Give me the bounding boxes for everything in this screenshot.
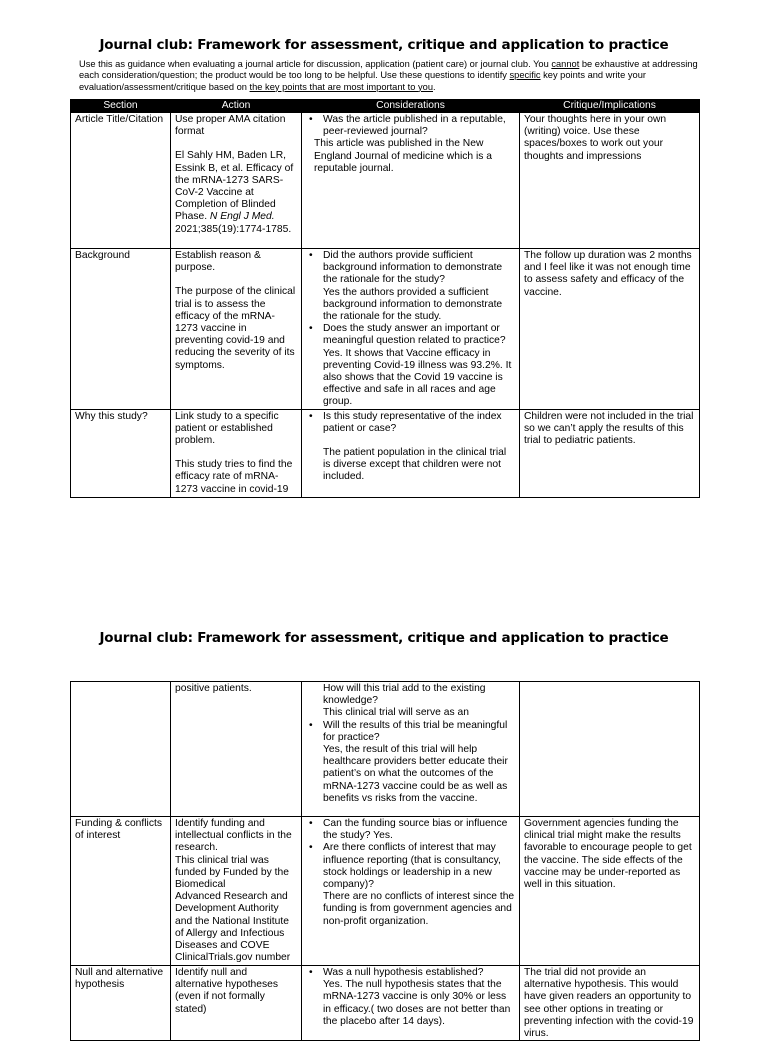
intro-underlined-text: cannot bbox=[551, 59, 580, 69]
consideration-answer: Yes the authors provided a sufficient background information to demonstrate the rationale for the study. bbox=[323, 286, 503, 323]
intro-text: Use this as guidance when evaluating a journal article for discussion, application (patient care) or journal club. You bbox=[79, 59, 552, 69]
consideration-answer: Yes. It shows that Vaccine efficacy in preventing Covid-19 illness was 93.2%. It also shows that the Covid 19 vaccine is effective and safe in all races and age group. bbox=[323, 347, 512, 408]
consideration-question: Are there conflicts of interest that may influence reporting (that is consultancy, stock holdings or leadership in a new company)? bbox=[323, 842, 501, 891]
action-instruction: Use proper AMA citation format bbox=[175, 114, 286, 138]
consideration-question: Will the results of this trial be meaningful for practice? bbox=[323, 719, 508, 743]
intro-paragraph bbox=[79, 59, 699, 93]
critique-cell: The trial did not provide an alternative hypothesis. This would have given readers an opportunity to see other options in treating or preventing infection with the covid-19 virus. bbox=[520, 966, 700, 1041]
action-response: The purpose of the clinical trial is to assess the efficacy of the mRNA-1273 vaccine in preventing covid-19 and reducing the severity of its symptoms. bbox=[175, 286, 296, 371]
intro-underlined-text: specific bbox=[509, 70, 541, 81]
considerations-cell bbox=[302, 409, 520, 497]
intro-text: key points and write your evaluation/assessment/critique based on bbox=[79, 70, 646, 92]
intro-text: be exhaustive at addressing each consideration/question; the product would be too long to be helpful. Use these questions to identify bbox=[79, 59, 698, 81]
considerations-list bbox=[306, 411, 515, 435]
consideration-bullet: • Can the funding source bias or influence the study? Yes. bbox=[323, 818, 515, 842]
citation-volume: 2021;385(19):1774-1785. bbox=[175, 223, 292, 235]
column-header-critique: Critique/Implications bbox=[520, 100, 700, 113]
action-cell bbox=[171, 113, 302, 249]
section-cell: Funding & conflicts of interest bbox=[71, 817, 171, 966]
page-title: Journal club: Framework for assessment, critique and application to practice bbox=[99, 630, 669, 646]
consideration-bullet bbox=[323, 323, 515, 408]
section-cell bbox=[71, 682, 171, 817]
consideration-text: How will this trial add to the existing knowledge? bbox=[323, 683, 486, 707]
table-header-row bbox=[71, 100, 700, 113]
action-cell bbox=[171, 817, 302, 966]
consideration-bullet bbox=[323, 720, 515, 805]
consideration-answer: Yes, the result of this trial will help healthcare providers better educate their patient’s on what the outcomes of the mRNA-1273 vaccine could be as well as benefits vs risks from the vaccine. bbox=[323, 744, 508, 804]
citation-authors: El Sahly HM, Baden LR, Essink B, et al. Efficacy of the mRNA-1273 SARS-CoV-2 Vaccine at Completion of Blinded Phase. bbox=[175, 150, 294, 223]
intro-underlined-text: the key points that are most important to you bbox=[249, 81, 433, 92]
column-header-section: Section bbox=[71, 100, 171, 113]
considerations-cell bbox=[302, 966, 520, 1041]
table-row-article-citation bbox=[71, 113, 700, 249]
critique-cell: Your thoughts here in your own (writing) voice. Use these spaces/boxes to work out your thoughts and impressions bbox=[520, 113, 700, 249]
action-response: This study tries to find the efficacy rate of mRNA-1273 vaccine in covid-19 bbox=[175, 459, 293, 495]
action-cell: Identify null and alternative hypotheses (even if not formally stated) bbox=[171, 966, 302, 1041]
consideration-question: Does the study answer an important or meaningful question related to practice? bbox=[323, 323, 506, 347]
action-cell bbox=[171, 249, 302, 410]
consideration-text: This clinical trial will serve as an bbox=[323, 707, 469, 719]
table-row-funding-conflicts bbox=[71, 817, 700, 966]
considerations-cell bbox=[302, 249, 520, 410]
consideration-question: Did the authors provide sufficient background information to demonstrate the rationale for the study? bbox=[323, 250, 503, 286]
action-instruction: Link study to a specific patient or established problem. bbox=[175, 410, 279, 447]
table-row-why-this-study bbox=[71, 409, 700, 497]
considerations-cell bbox=[302, 817, 520, 966]
critique-cell: Children were not included in the trial so we can’t apply the results of this trial to pediatric patients. bbox=[520, 409, 700, 497]
action-cell: positive patients. bbox=[171, 682, 302, 817]
consideration-answer: The patient population in the clinical trial is diverse except that children were not included. bbox=[323, 447, 507, 483]
consideration-bullet bbox=[323, 967, 515, 1028]
intro-text: . bbox=[433, 81, 436, 92]
action-instruction: Establish reason & purpose. bbox=[175, 250, 261, 274]
section-cell: Null and alternative hypothesis bbox=[71, 966, 171, 1041]
critique-cell: Government agencies funding the clinical trial might make the results favorable to encourage people to get the vaccine. The side effects of the vaccine may be under-reported as well in this situation. bbox=[520, 817, 700, 966]
consideration-bullet: • Is this study representative of the index patient or case? bbox=[323, 411, 515, 435]
table-row-background bbox=[71, 249, 700, 410]
citation-journal: N Engl J Med. bbox=[209, 211, 275, 223]
considerations-cell bbox=[302, 113, 520, 249]
action-response: This clinical trial was funded by Funded by the Biomedical bbox=[175, 854, 289, 891]
considerations-list bbox=[306, 967, 515, 1028]
consideration-question: Was a null hypothesis established? bbox=[323, 967, 484, 978]
citation-text bbox=[175, 150, 297, 235]
consideration-answer: Yes. The null hypothesis states that the mRNA-1273 vaccine is only 30% or less in efficacy.( two doses are not better than the placebo after 14 days). bbox=[323, 979, 511, 1027]
table-row-hypothesis bbox=[71, 966, 700, 1041]
section-cell: Article Title/Citation bbox=[71, 113, 171, 249]
action-response: Advanced Research and Development Authority and the National Institute of Allergy and Infectious Diseases and COVE ClinicalTrials.gov number bbox=[175, 891, 291, 964]
section-cell: Why this study? bbox=[71, 409, 171, 497]
considerations-list bbox=[306, 250, 515, 409]
action-instruction: Identify funding and intellectual conflicts in the research. bbox=[175, 818, 292, 854]
considerations-list bbox=[306, 114, 515, 138]
consideration-bullet bbox=[323, 250, 515, 323]
column-header-action: Action bbox=[171, 100, 302, 113]
critique-cell bbox=[520, 682, 700, 817]
action-cell bbox=[171, 409, 302, 497]
considerations-list bbox=[306, 818, 515, 928]
consideration-bullet bbox=[323, 842, 515, 927]
page-title: Journal club: Framework for assessment, critique and application to practice bbox=[99, 37, 669, 53]
consideration-answer: There are no conflicts of interest since the funding is from government agencies and non-profit organization. bbox=[323, 891, 515, 927]
consideration-answer: This article was published in the New England Journal of medicine which is a reputable journal. bbox=[314, 138, 493, 174]
column-header-considerations: Considerations bbox=[302, 100, 520, 113]
critique-cell: The follow up duration was 2 months and I feel like it was not enough time to assess safety and efficacy of the vaccine. bbox=[520, 249, 700, 410]
section-cell: Background bbox=[71, 249, 171, 410]
considerations-list bbox=[306, 720, 515, 805]
assessment-table-page-1 bbox=[70, 99, 700, 498]
table-row-continuation bbox=[71, 682, 700, 817]
considerations-cell bbox=[302, 682, 520, 817]
consideration-bullet: • Was the article published in a reputable, peer-reviewed journal? bbox=[323, 114, 515, 138]
assessment-table-page-2 bbox=[70, 681, 700, 1041]
